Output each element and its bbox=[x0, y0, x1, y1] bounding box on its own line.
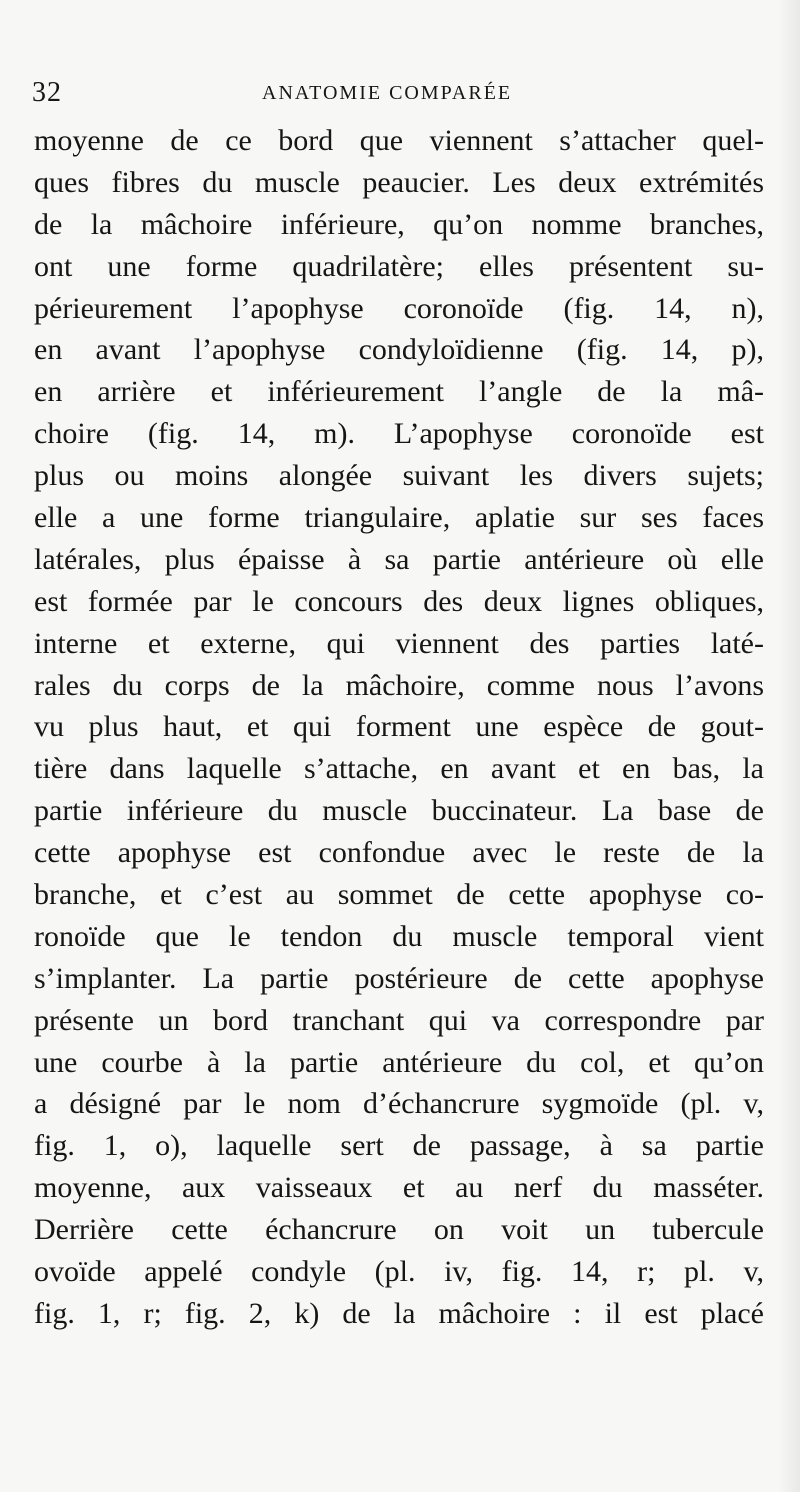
text-line: s’implanter. La partie postérieure de cette apophyse bbox=[34, 961, 764, 995]
text-line: elle a une forme triangulaire, aplatie sur ses faces bbox=[34, 501, 764, 535]
text-line: en arrière et inférieurement l’angle de la mâ- bbox=[34, 375, 764, 409]
page-edge-shadow bbox=[778, 0, 800, 1492]
text-line: une courbe à la partie antérieure du col, et qu’on bbox=[34, 1045, 764, 1079]
text-line: ques fibres du muscle peaucier. Les deux extrémités bbox=[34, 165, 764, 199]
text-line: moyenne, aux vaisseaux et au nerf du masséter. bbox=[34, 1171, 764, 1205]
text-line: présente un bord tranchant qui va correspondre par bbox=[34, 1003, 764, 1037]
text-line: de la mâchoire inférieure, qu’on nomme branches, bbox=[34, 207, 764, 241]
text-line: branche, et c’est au sommet de cette apophyse co- bbox=[34, 878, 764, 912]
text-line: choire (fig. 14, m). L’apophyse coronoïde est bbox=[34, 417, 764, 451]
text-line: cette apophyse est confondue avec le reste de la bbox=[34, 836, 764, 870]
text-line: partie inférieure du muscle buccinateur. La base de bbox=[34, 794, 764, 828]
text-line: ovoïde appelé condyle (pl. iv, fig. 14, r; pl. v, bbox=[34, 1255, 764, 1289]
text-line: plus ou moins alongée suivant les divers sujets; bbox=[34, 459, 764, 493]
text-line: fig. 1, r; fig. 2, k) de la mâchoire : il est placé bbox=[34, 1296, 764, 1330]
text-line: ont une forme quadrilatère; elles présentent su- bbox=[34, 249, 764, 283]
text-line: périeurement l’apophyse coronoïde (fig. 14, n), bbox=[34, 291, 764, 325]
text-line: Derrière cette échancrure on voit un tubercule bbox=[34, 1213, 764, 1247]
page-number: 32 bbox=[32, 77, 62, 108]
text-line: a désigné par le nom d’échancrure sygmoïde (pl. v, bbox=[34, 1087, 764, 1121]
text-line: moyenne de ce bord que viennent s’attacher quel- bbox=[34, 124, 764, 157]
text-line: est formée par le concours des deux lignes obliques, bbox=[34, 584, 764, 618]
text-line: fig. 1, o), laquelle sert de passage, à sa partie bbox=[34, 1129, 764, 1163]
text-line: en avant l’apophyse condyloïdienne (fig. 14, p), bbox=[34, 333, 764, 367]
text-line: rales du corps de la mâchoire, comme nous l’avons bbox=[34, 668, 764, 702]
page-header bbox=[32, 76, 752, 110]
text-line: vu plus haut, et qui forment une espèce de gout- bbox=[34, 710, 764, 744]
text-line: latérales, plus épaisse à sa partie antérieure où elle bbox=[34, 542, 764, 576]
running-title: ANATOMIE COMPARÉE bbox=[262, 82, 513, 104]
text-line: ronoïde que le tendon du muscle temporal vient bbox=[34, 919, 764, 953]
text-line: interne et externe, qui viennent des parties laté- bbox=[34, 626, 764, 660]
text-line: tière dans laquelle s’attache, en avant et en bas, la bbox=[34, 752, 764, 786]
body-text bbox=[34, 120, 764, 1335]
